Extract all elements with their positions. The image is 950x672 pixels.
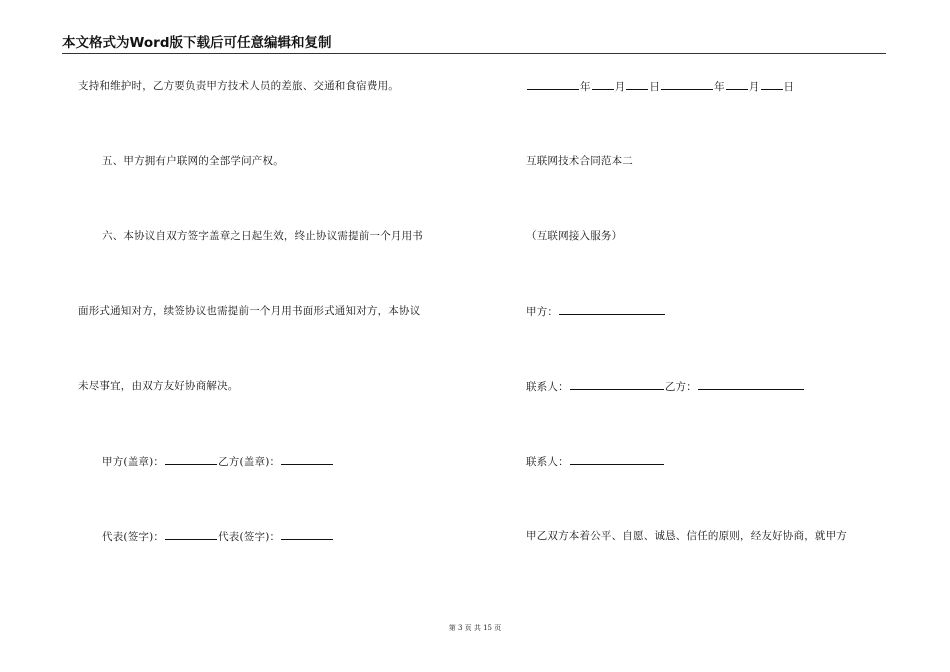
party-a-blank xyxy=(559,304,665,315)
party-b-label: 乙方： xyxy=(664,381,697,393)
date-line xyxy=(526,79,794,94)
document-header: 本文格式为Word版下载后可任意编辑和复制 xyxy=(62,35,332,51)
year-label-1: 年 xyxy=(580,81,591,93)
year-blank-2 xyxy=(661,79,713,90)
month-blank-2 xyxy=(726,79,748,90)
rep-b-label: 代表(签字)： xyxy=(218,531,281,543)
day-blank-2 xyxy=(761,79,783,90)
year-blank-1 xyxy=(527,79,579,90)
party-b-blank xyxy=(698,379,804,390)
year-label-2: 年 xyxy=(714,81,725,93)
contact2-label: 联系人： xyxy=(526,456,569,468)
party-a-seal-label: 甲方(盖章)： xyxy=(102,456,165,468)
contact2-line xyxy=(526,454,665,469)
month-blank-1 xyxy=(592,79,614,90)
day-label-1: 日 xyxy=(649,81,661,93)
left-line-3: 六、本协议自双方签字盖章之日起生效，终止协议需提前一个月用书 xyxy=(102,230,423,242)
left-line-1: 支持和维护时，乙方要负责甲方技术人员的差旅、交通和食宿费用。 xyxy=(78,80,399,92)
header-divider xyxy=(62,53,886,54)
party-b-seal-blank xyxy=(281,454,333,465)
contact2-blank xyxy=(570,454,664,465)
left-line-2: 五、甲方拥有户联网的全部学问产权。 xyxy=(102,155,284,167)
representative-line xyxy=(102,529,334,544)
month-label-1: 月 xyxy=(614,81,626,93)
contact-label: 联系人： xyxy=(526,381,569,393)
contract-title: 互联网技术合同范本二 xyxy=(526,155,633,167)
rep-b-blank xyxy=(281,529,333,540)
page-number: 第 3 页 共 15 页 xyxy=(448,624,502,632)
party-a-label: 甲方： xyxy=(526,306,559,318)
party-a-seal-blank xyxy=(165,454,217,465)
contact-blank xyxy=(570,379,664,390)
left-line-5: 未尽事宜，由双方友好协商解决。 xyxy=(78,380,239,392)
day-label-2: 日 xyxy=(783,81,795,93)
left-line-4: 面形式通知对方，续签协议也需提前一个月用书面形式通知对方，本协议 xyxy=(78,305,421,317)
party-a-line xyxy=(526,304,666,319)
month-label-2: 月 xyxy=(748,81,760,93)
intro-line: 甲乙双方本着公平、自愿、诚恳、信任的原则，经友好协商，就甲方 xyxy=(526,530,847,542)
day-blank-1 xyxy=(626,79,648,90)
seal-line xyxy=(102,454,334,469)
party-b-seal-label: 乙方(盖章)： xyxy=(218,456,281,468)
rep-a-label: 代表(签字)： xyxy=(102,531,165,543)
contact-party-b-line xyxy=(526,379,805,394)
rep-a-blank xyxy=(165,529,217,540)
contract-subtitle: （互联网接入服务） xyxy=(526,230,623,242)
